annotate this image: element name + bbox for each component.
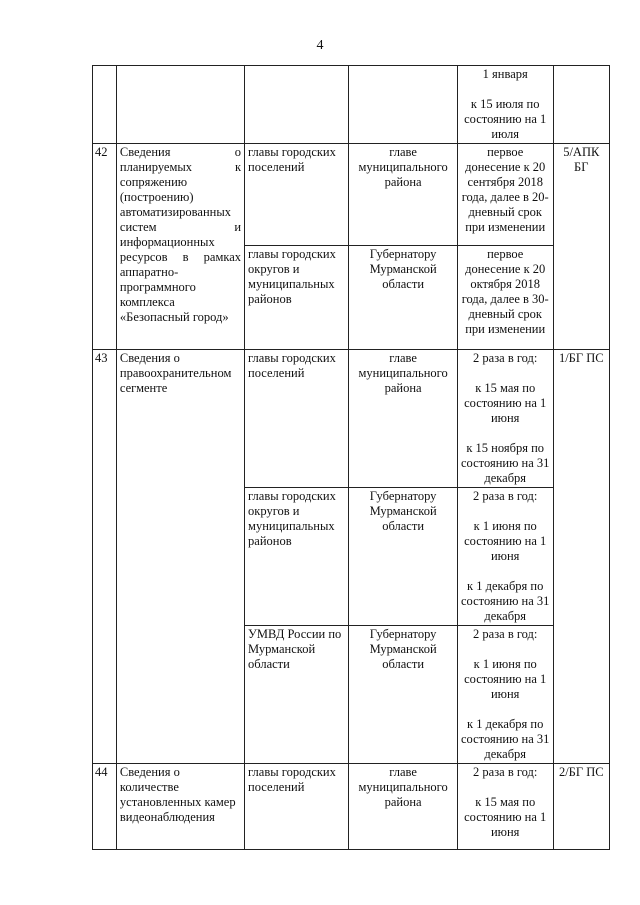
sender-cell: главы городских поселений xyxy=(245,764,349,850)
code-cell xyxy=(553,66,610,144)
deadline-cell xyxy=(457,488,553,626)
table-row xyxy=(93,144,610,246)
code-cell: 5/АПК БГ xyxy=(553,144,610,350)
code-cell: 1/БГ ПС xyxy=(553,350,610,764)
table-row xyxy=(93,764,610,850)
deadline-text: 2 раза в год: xyxy=(473,351,538,365)
sender-cell: главы городских округов и муниципальных районов xyxy=(245,246,349,350)
number-cell: 43 xyxy=(93,350,117,764)
deadline-cell xyxy=(457,66,553,144)
number-cell xyxy=(93,66,117,144)
deadline-text: 2 раза в год: xyxy=(473,627,538,641)
deadline-cell xyxy=(457,350,553,488)
page-number: 4 xyxy=(316,38,324,53)
number-cell: 42 xyxy=(93,144,117,350)
name-cell: Сведения о планируемых к сопряжению (построению) автоматизированных систем и информационных ресурсов в рамках аппаратно-программного комплекса «Безопасный город» xyxy=(116,144,244,350)
sender-cell xyxy=(245,66,349,144)
recipient-cell: Губернатору Мурманской области xyxy=(349,488,458,626)
deadline-cell xyxy=(457,626,553,764)
name-cell xyxy=(116,66,244,144)
number-cell: 44 xyxy=(93,764,117,850)
sender-cell: главы городских округов и муниципальных районов xyxy=(245,488,349,626)
deadline-cell xyxy=(457,764,553,850)
deadline-cell: первое донесение к 20 октября 2018 года, далее в 30-дневный срок при изменении xyxy=(457,246,553,350)
table-row xyxy=(93,66,610,144)
deadline-text: к 1 июня по состоянию на 1 июня xyxy=(464,519,547,563)
recipient-cell: главе муниципального района xyxy=(349,144,458,246)
deadline-text: к 1 декабря по состоянию на 31 декабря xyxy=(461,579,550,623)
name-cell: Сведения о правоохранительном сегменте xyxy=(116,350,244,764)
deadline-text: 2 раза в год: xyxy=(473,765,538,779)
deadline-text: к 15 мая по состоянию на 1 июня xyxy=(464,381,547,425)
sender-cell: главы городских поселений xyxy=(245,144,349,246)
recipient-cell: Губернатору Мурманской области xyxy=(349,246,458,350)
reporting-table xyxy=(92,65,610,850)
name-cell: Сведения о количестве установленных камер видеонаблюдения xyxy=(116,764,244,850)
sender-cell: главы городских поселений xyxy=(245,350,349,488)
recipient-cell: главе муниципального района xyxy=(349,764,458,850)
recipient-cell: Губернатору Мурманской области xyxy=(349,626,458,764)
deadline-text: 2 раза в год: xyxy=(473,489,538,503)
deadline-text: к 1 декабря по состоянию на 31 декабря xyxy=(461,717,550,761)
deadline-cell: первое донесение к 20 сентября 2018 года, далее в 20-дневный срок при изменении xyxy=(457,144,553,246)
recipient-cell xyxy=(349,66,458,144)
sender-cell: УМВД России по Мурманской области xyxy=(245,626,349,764)
deadline-text: 1 января xyxy=(482,67,528,81)
recipient-cell: главе муниципального района xyxy=(349,350,458,488)
deadline-text: к 15 июля по состоянию на 1 июля xyxy=(464,97,547,141)
deadline-text: к 15 ноября по состоянию на 31 декабря xyxy=(461,441,550,485)
deadline-text: к 15 мая по состоянию на 1 июня xyxy=(464,795,547,839)
deadline-text: к 1 июня по состоянию на 1 июня xyxy=(464,657,547,701)
table-row xyxy=(93,350,610,488)
code-cell: 2/БГ ПС xyxy=(553,764,610,850)
